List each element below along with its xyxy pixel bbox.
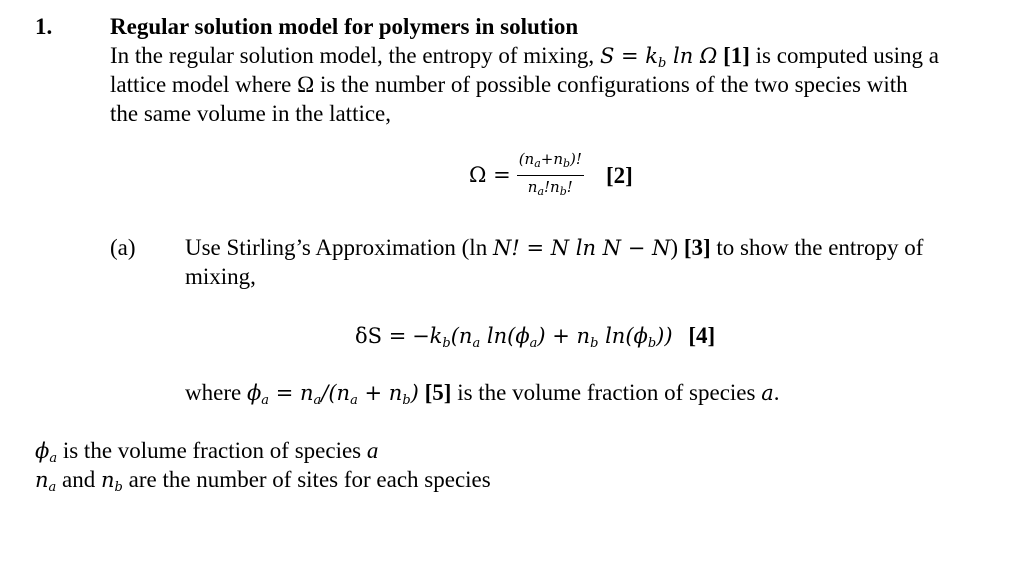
part-a-text-2: )	[670, 235, 684, 260]
note-1-text: is the volume fraction of species	[57, 438, 367, 463]
ref-2: [2]	[605, 162, 633, 188]
part-a-line-1	[185, 233, 923, 263]
intro-text-1: In the regular solution model, the entropy of mixing,	[110, 43, 600, 68]
omega-denominator: $n_a!n_b$!	[527, 177, 573, 198]
omega-numerator: $(n_a+n_b)$!	[517, 150, 584, 176]
problem-number: 1.	[35, 14, 53, 39]
entropy-equation	[599, 44, 718, 71]
omega-lhs: Ω =	[469, 163, 511, 187]
note-1-species: a	[366, 438, 379, 463]
where-line	[185, 378, 780, 415]
ref-3: [3]	[683, 235, 711, 260]
ds-equation	[355, 321, 715, 358]
part-a-label: (a)	[110, 235, 136, 260]
stirling-equation: N! = N ln N − N	[492, 236, 671, 260]
note-2-text: are the number of sites for each species	[122, 467, 491, 492]
intro-text-2: is computed using a	[749, 43, 940, 68]
part-a-text-3: to show the entropy of	[710, 235, 924, 260]
where-species: a	[761, 381, 774, 405]
ds-lhs: δS =	[355, 324, 407, 348]
entropy-eq-main: S = k	[599, 44, 658, 68]
where-text-2: is the volume fraction of species	[451, 380, 762, 405]
intro-line-2: lattice model where Ω is the number of possible configurations of the two species with	[110, 72, 908, 97]
note-2-and: and	[56, 467, 102, 492]
intro-line-3: the same volume in the lattice,	[110, 101, 392, 126]
note-2	[35, 465, 491, 502]
part-a-line-2: mixing,	[185, 264, 256, 289]
omega-fraction	[517, 150, 584, 201]
ref-5: [5]	[424, 380, 452, 405]
problem-title: Regular solution model for polymers in solution	[110, 14, 579, 39]
na-symbol: $n_a$	[35, 468, 57, 495]
ref-4: [4]	[688, 323, 716, 348]
part-a-text-1: Use Stirling’s Approximation (ln	[185, 235, 493, 260]
phi-symbol: $\phi_a$	[35, 439, 58, 466]
volume-fraction-equation: $\phi_a = n_a/(n_a + n_b)$	[246, 381, 419, 408]
nb-symbol: $n_b$	[101, 468, 123, 495]
entropy-eq-rest: ln Ω	[666, 44, 718, 68]
where-end: .	[773, 380, 780, 405]
where-text-1: where	[185, 380, 247, 405]
ref-1: [1]	[723, 43, 750, 68]
omega-equation	[469, 150, 633, 200]
entropy-eq-sub: b	[658, 56, 667, 71]
ds-rhs: $-k_b(n_a$ $\ln(\phi_a) + n_b$ $\ln(\phi_b)$)	[412, 324, 673, 351]
